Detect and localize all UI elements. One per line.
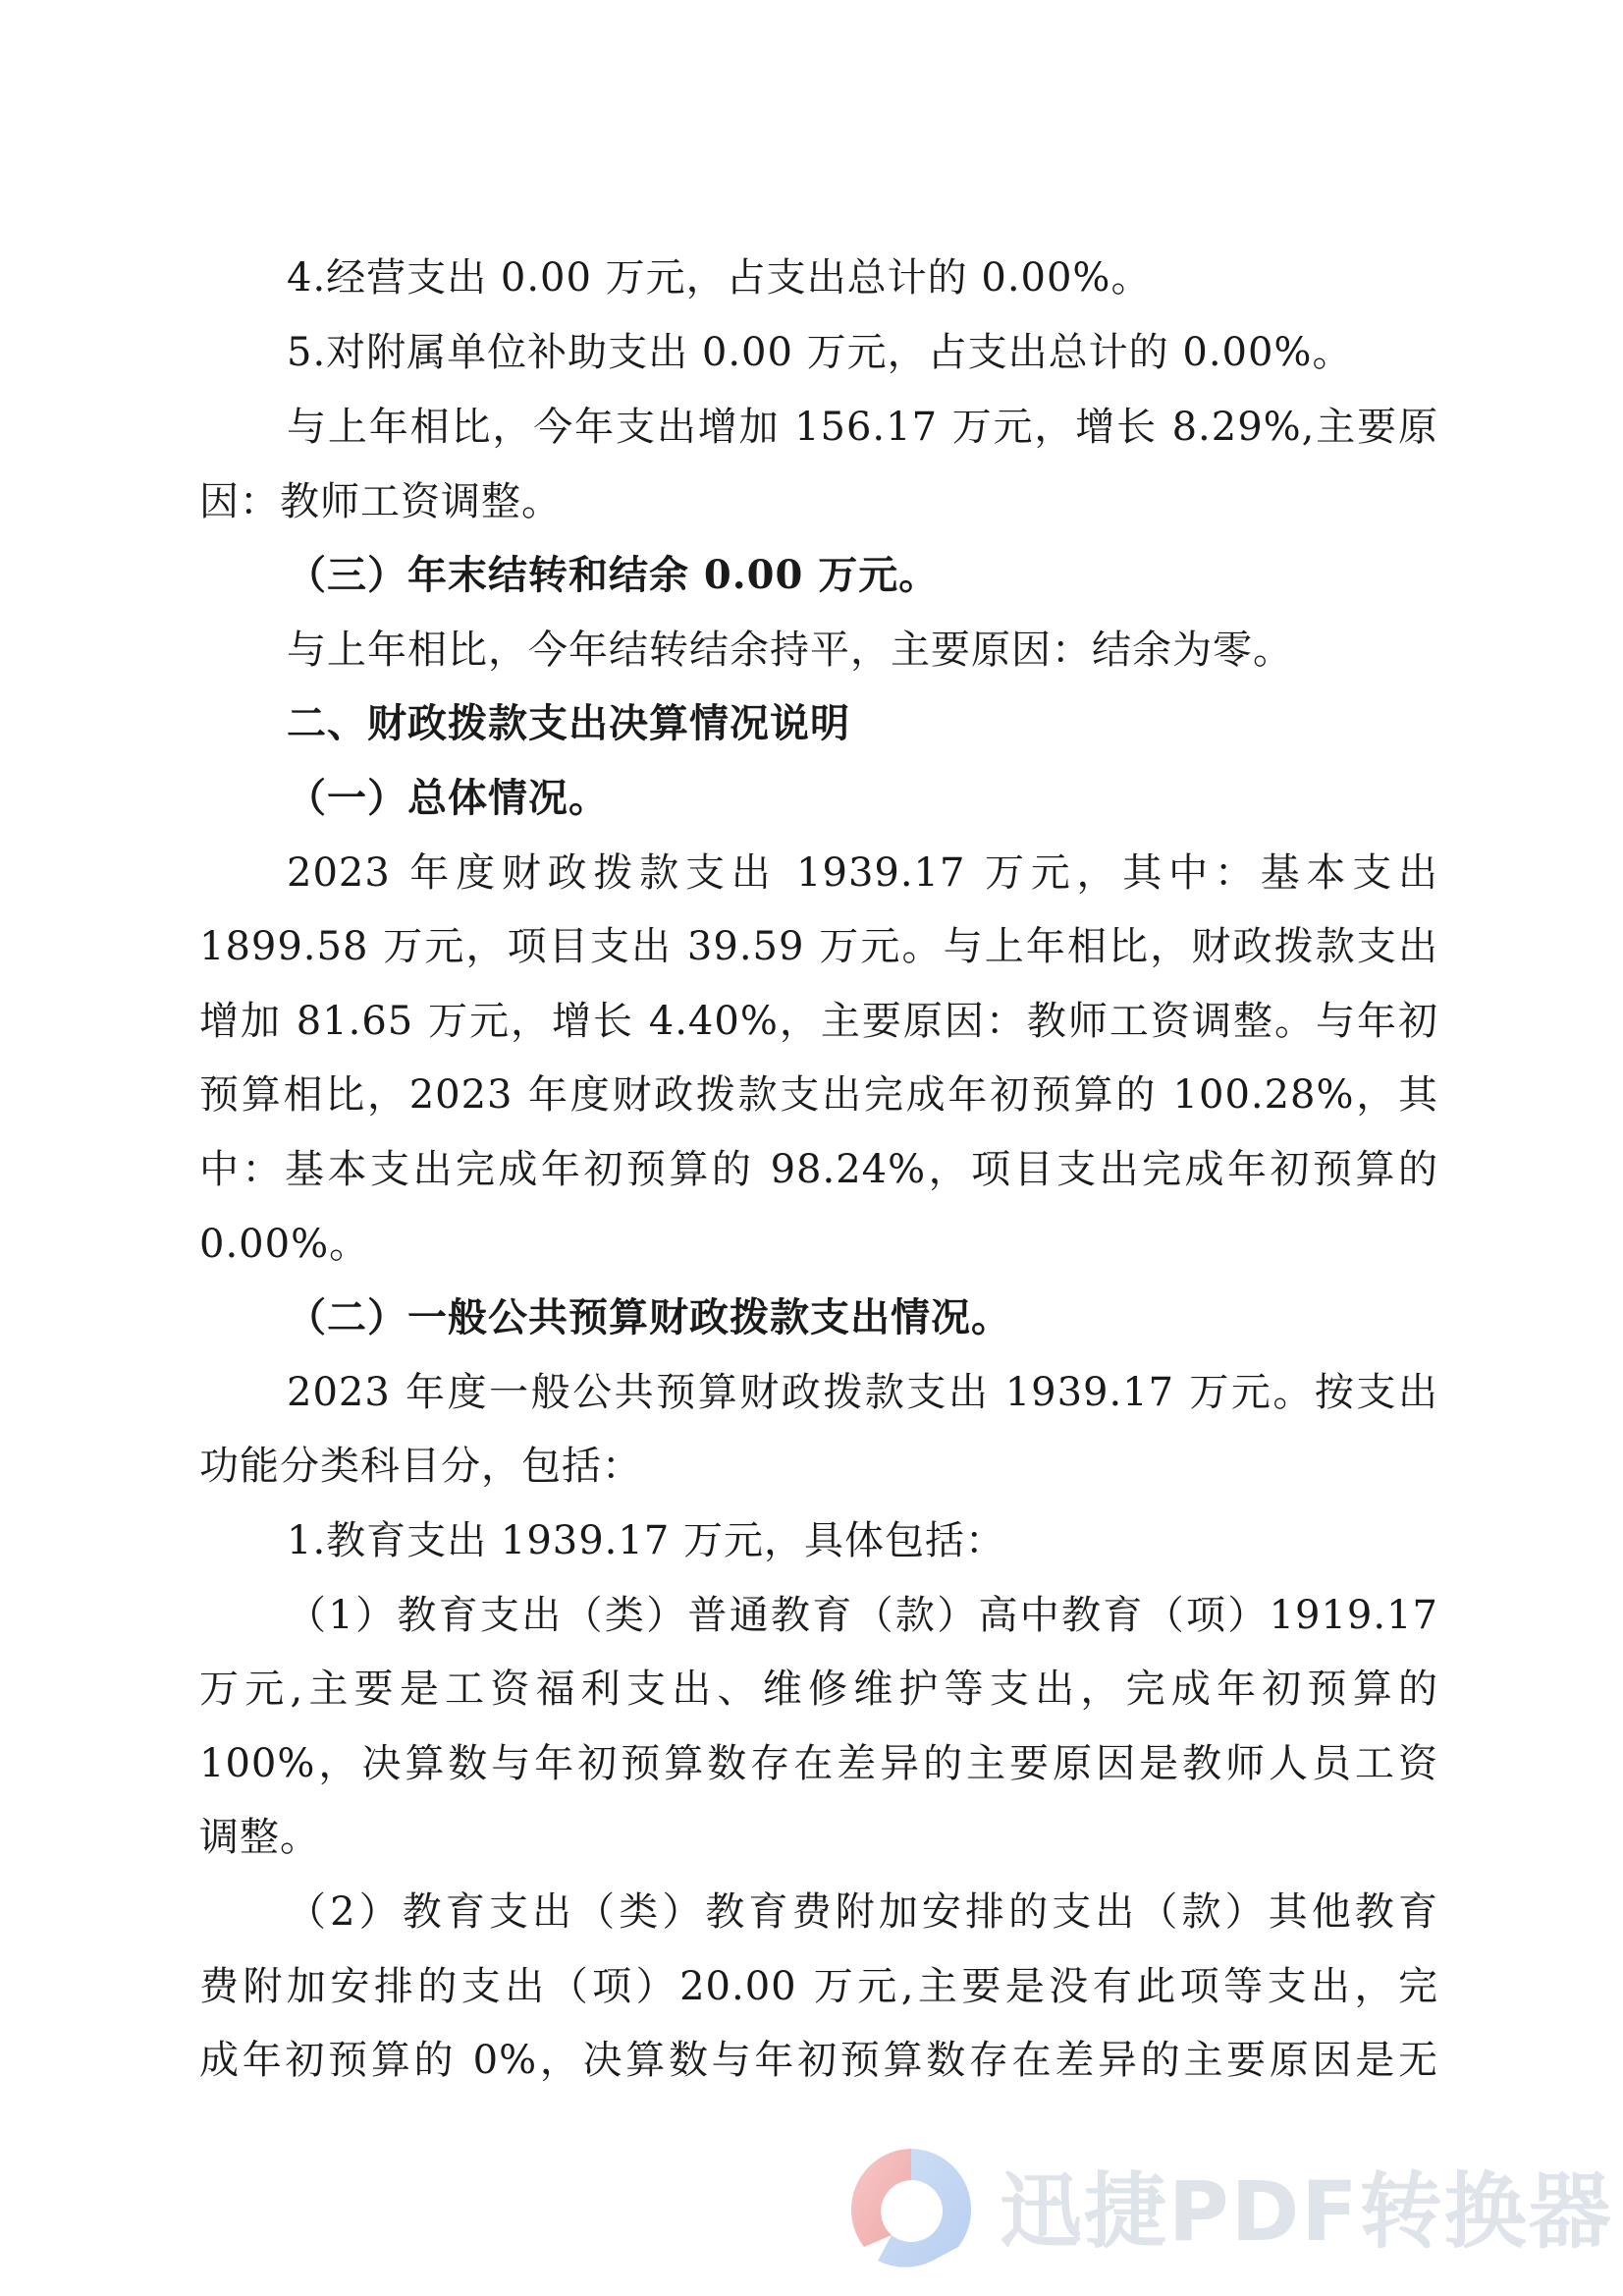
watermark (842, 2141, 1613, 2288)
paragraph-line: 万元,主要是工资福利支出、维修维护等支出，完成年初预算的 (199, 1667, 1438, 1712)
paragraph-line: 4.经营支出 0.00 万元，占支出总计的 0.00%。 (287, 255, 1152, 301)
section-heading: （一）总体情况。 (287, 775, 609, 821)
chapter-heading: 二、财政拨款支出决算情况说明 (287, 701, 850, 746)
paragraph-line: 预算相比，2023 年度财政拨款支出完成年初预算的 100.28%，其 (199, 1072, 1438, 1118)
paragraph-line: 1.教育支出 1939.17 万元，具体包括： (287, 1518, 1006, 1563)
paragraph-line: 调整。 (199, 1815, 320, 1860)
paragraph-line: 2023 年度财政拨款支出 1939.17 万元，其中：基本支出 (287, 850, 1438, 896)
paragraph-line: 与上年相比，今年结转结余持平，主要原因：结余为零。 (287, 628, 1293, 673)
paragraph-line: 因：教师工资调整。 (199, 479, 562, 524)
watermark-text: 迅捷PDF转换器 (1000, 2163, 1613, 2260)
xunjie-logo-icon (842, 2141, 980, 2278)
paragraph-line: 1899.58 万元，项目支出 39.59 万元。与上年相比，财政拨款支出 (199, 924, 1438, 969)
paragraph-line: 0.00%。 (199, 1222, 370, 1267)
paragraph-line: 增加 81.65 万元，增长 4.40%，主要原因：教师工资调整。与年初 (199, 999, 1438, 1044)
paragraph-line: 2023 年度一般公共预算财政拨款支出 1939.17 万元。按支出 (287, 1370, 1438, 1415)
paragraph-line: 功能分类科目分，包括： (199, 1444, 642, 1489)
paragraph-line: 100%，决算数与年初预算数存在差异的主要原因是教师人员工资 (199, 1741, 1438, 1786)
section-heading: （三）年末结转和结余 0.00 万元。 (287, 552, 940, 598)
section-heading: （二）一般公共预算财政拨款支出情况。 (287, 1294, 1011, 1340)
paragraph-line: 5.对附属单位补助支出 0.00 万元，占支出总计的 0.00%。 (287, 330, 1353, 375)
paragraph-line: 费附加安排的支出（项）20.00 万元,主要是没有此项等支出，完 (199, 1964, 1438, 2009)
paragraph-line: 中：基本支出完成年初预算的 98.24%，项目支出完成年初预算的 (199, 1147, 1438, 1192)
paragraph-line: （1）教育支出（类）普通教育（款）高中教育（项）1919.17 (287, 1593, 1438, 1638)
paragraph-line: （2）教育支出（类）教育费附加安排的支出（款）其他教育 (287, 1889, 1438, 1935)
paragraph-line: 成年初预算的 0%，决算数与年初预算数存在差异的主要原因是无 (199, 2038, 1438, 2083)
paragraph-line: 与上年相比，今年支出增加 156.17 万元，增长 8.29%,主要原 (287, 405, 1438, 450)
